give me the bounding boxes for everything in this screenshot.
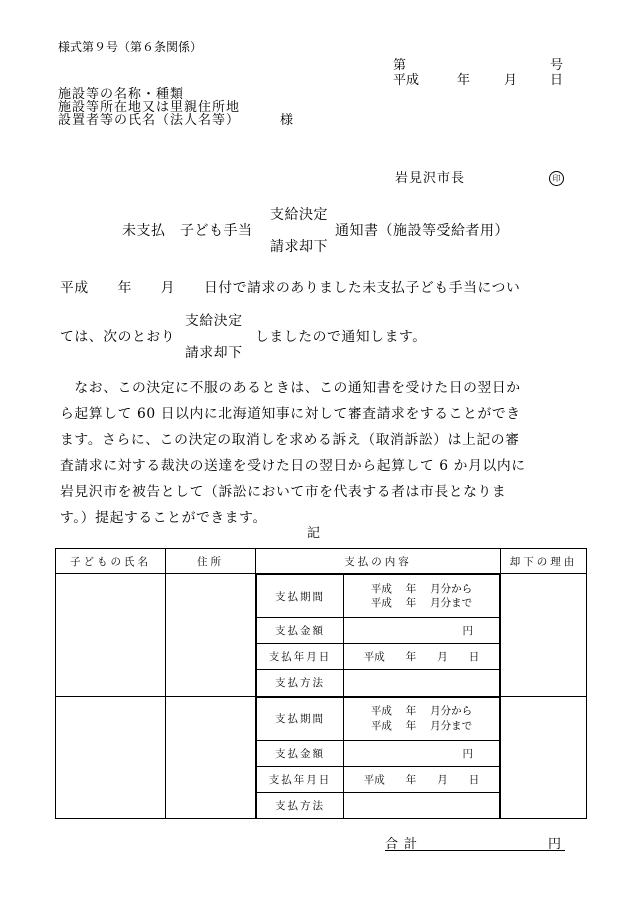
addressee-line-1: 施設等の名称・種類 (58, 87, 185, 102)
title-choice-top: 支給決定 (270, 207, 328, 223)
issuer-name: 岩見沢市長 (395, 171, 466, 186)
address-cell (166, 574, 256, 697)
table-row (56, 696, 587, 819)
payment-date-value: 平成 年 月 日 (344, 644, 500, 670)
payment-date-value: 平成 年 月 日 (344, 766, 500, 792)
header-child-name: 子どもの氏名 (56, 549, 166, 574)
doc-number-prefix: 第 (393, 58, 407, 73)
total-yen: 円 (548, 837, 562, 852)
doc-number-suffix: 号 (550, 58, 564, 73)
payment-period-from: 平成 年 月分から (370, 582, 473, 595)
payment-period-label: 支払期間 (257, 575, 344, 618)
body-line-2-suffix: しましたので通知します。 (255, 329, 427, 345)
payment-period-to: 平成 年 月分まで (370, 597, 473, 609)
address-cell (166, 696, 256, 819)
payment-amount-yen: 円 (344, 618, 500, 644)
date-day: 日 (550, 73, 564, 88)
header-payment-content: 支払の内容 (256, 549, 501, 574)
date-year: 年 (457, 73, 471, 88)
form-number: 様式第９号（第６条関係） (58, 40, 203, 54)
payment-date-label: 支払年月日 (257, 766, 344, 792)
total-label: 合計 (385, 837, 424, 852)
seal-icon: 印 (549, 166, 564, 186)
table-row (56, 574, 587, 697)
header-address: 住所 (166, 549, 256, 574)
payment-method-label: 支払方法 (257, 792, 344, 818)
notice-line-6: す。）提起することができます。 (60, 510, 267, 526)
notice-line-2: ら起算して 60 日以内に北海道知事に対して審査請求をすることができ (60, 406, 521, 422)
notice-line-3: ます。さらに、この決定の取消しを求める訴え（取消訴訟）は上記の審 (60, 432, 520, 448)
notice-line-5: 岩見沢市を被告として（訴訟において市を代表する者は市長となりま (60, 484, 507, 500)
addressee-honorific: 様 (280, 113, 294, 128)
addressee-line-2: 施設等所在地又は里親住所地 (58, 100, 241, 115)
notice-line-1: なお、この決定に不服のあるときは、この通知書を受けた日の翌日か (60, 380, 521, 396)
payment-period-from: 平成 年 月分から (370, 705, 473, 718)
title-prefix: 未支払 子ども手当 (122, 223, 253, 239)
date-month: 月 (504, 73, 518, 88)
child-name-cell (56, 696, 166, 819)
payment-amount-label: 支払金額 (257, 618, 344, 644)
body-line-2-prefix: ては、次のとおり (60, 329, 176, 345)
notice-line-4: 査請求に対する裁決の送達を受けた日の翌日から起算して 6 か月以内に (60, 458, 526, 474)
date-era: 平成 (393, 73, 420, 88)
payment-method-value (344, 792, 500, 818)
title-choice-bottom: 請求却下 (270, 239, 328, 255)
payment-method-label: 支払方法 (257, 670, 344, 696)
payment-period-label: 支払期間 (257, 697, 344, 740)
title-suffix: 通知書（施設等受給者用） (335, 223, 509, 239)
rejection-reason-cell (501, 696, 587, 819)
payment-table (55, 548, 587, 819)
payment-method-value (344, 670, 500, 696)
child-name-cell (56, 574, 166, 697)
rejection-reason-cell (501, 574, 587, 697)
payment-amount-yen: 円 (344, 740, 500, 766)
payment-date-label: 支払年月日 (257, 644, 344, 670)
payment-period-to: 平成 年 月分まで (370, 719, 473, 732)
header-rejection-reason: 却下の理由 (501, 549, 587, 574)
ki-label: 記 (307, 526, 321, 541)
body-choice-top: 支給決定 (185, 313, 243, 329)
payment-amount-label: 支払金額 (257, 740, 344, 766)
addressee-line-3: 設置者等の氏名（法人名等） (58, 113, 241, 128)
body-choice-bottom: 請求却下 (185, 345, 243, 361)
body-line-1: 平成 年 月 日付で請求のありました未支払子ども手当につい (60, 280, 521, 296)
